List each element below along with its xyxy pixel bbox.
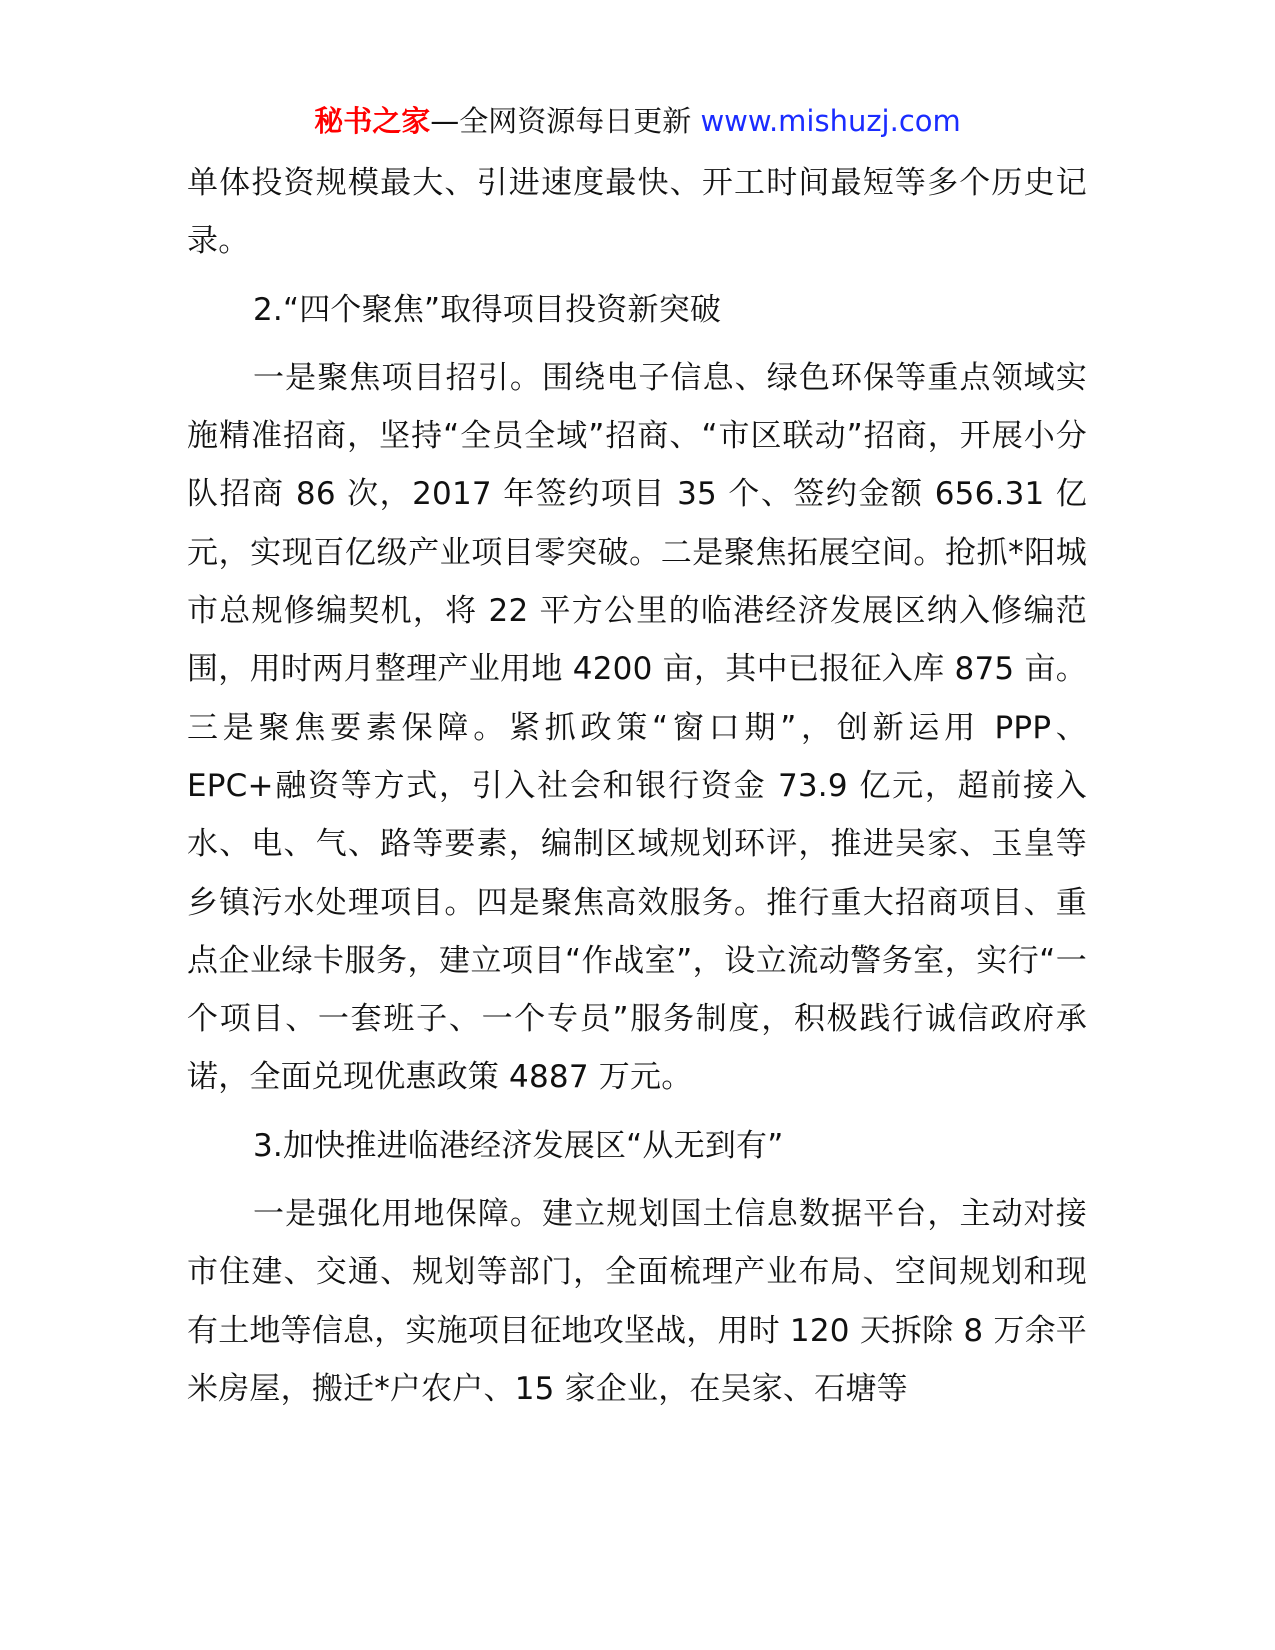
paragraph-section-2: 一是聚焦项目招引。围绕电子信息、绿色环保等重点领域实施精准招商，坚持“全员全域”招商、“市区联动”招商，开展小分队招商 86 次，2017 年签约项目 35 个、签约金额 656.31 亿元，实现百亿级产业项目零突破。二是聚焦拓展空间。抢抓*阳城市总规修编契机，将 22 平方公里的临港经济发展区纳入修编范围，用时两月整理产业用地 4200 亩，其中已报征入库 875 亩。三是聚焦要素保障。紧抓政策“窗口期”，创新运用 PPP、EPC+融资等方式，引入社会和银行资金 73.9 亿元，超前接入水、电、气、路等要素，编制区域规划环评，推进吴家、玉皇等乡镇污水处理项目。四是聚焦高效服务。推行重大招商项目、重点企业绿卡服务，建立项目“作战室”，设立流动警务室，实行“一个项目、一套班子、一个专员”服务制度，积极践行诚信政府承诺，全面兑现优惠政策 4887 万元。 (187, 359, 1087, 1096)
section-heading-2: 2.“四个聚焦”取得项目投资新突破 (253, 291, 722, 328)
paragraph-section-3: 一是强化用地保障。建立规划国土信息数据平台，主动对接市住建、交通、规划等部门，全面梳理产业布局、空间规划和现有土地等信息，实施项目征地攻坚战，用时 120 天拆除 8 万余平米房屋，搬迁*户农户、15 家企业，在吴家、石塘等 (187, 1196, 1087, 1407)
header-url-link[interactable]: www.mishuzj.com (700, 104, 961, 138)
section-heading-3: 3.加快推进临港经济发展区“从无到有” (253, 1127, 784, 1164)
page-header (0, 101, 1275, 141)
brand-name: 秘书之家 (314, 104, 431, 138)
document-body (187, 154, 1087, 1428)
paragraph-continued: 单体投资规模最大、引进速度最快、开工时间最短等多个历史记录。 (187, 165, 1087, 260)
header-tagline: —全网资源每日更新 (430, 104, 692, 138)
